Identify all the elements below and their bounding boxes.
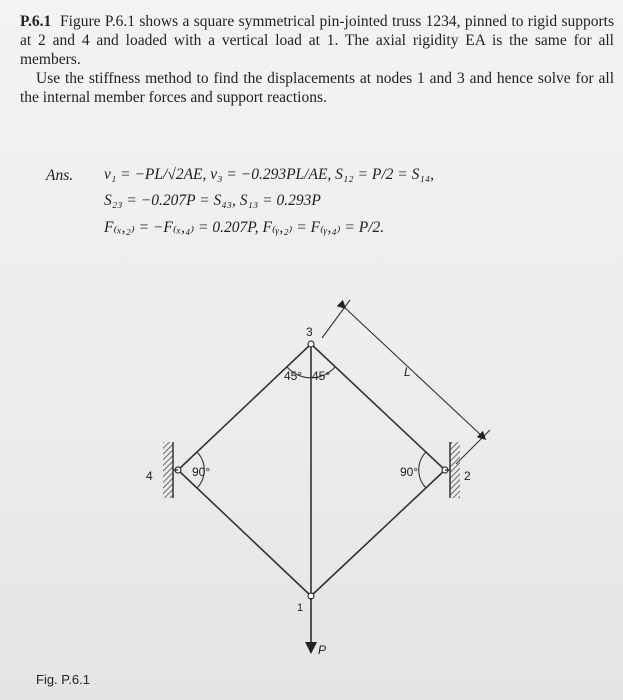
answer-line-2: S₂₃ = −0.207P = S₄₃, S₁₃ = 0.293P: [104, 192, 321, 209]
problem-number: P.6.1: [20, 13, 52, 30]
label-node-4: 4: [146, 469, 153, 483]
wall-hatch-left: [163, 442, 173, 498]
label-node-1: 1: [297, 602, 304, 614]
member-2-1: [311, 470, 445, 596]
label-angle-node4: 90°: [192, 465, 211, 479]
problem-paragraph-2: Use the stiffness method to find the displacements at nodes 1 and 3 and hence solve for all the internal member forces and support reactions.: [20, 70, 614, 106]
figure-caption: Fig. P.6.1: [36, 672, 90, 687]
dimension-L: [322, 300, 490, 464]
support-node-2: [445, 442, 460, 498]
label-node-3: 3: [306, 325, 313, 339]
label-load: P: [318, 643, 327, 657]
wall-hatch-right: [450, 442, 460, 498]
member-4-1: [178, 470, 311, 596]
label-length: L: [404, 365, 411, 379]
label-angle-top-right: 45°: [312, 369, 331, 383]
label-angle-node2: 90°: [400, 465, 419, 479]
support-node-4: [163, 442, 178, 498]
node-3-pin: [308, 341, 314, 347]
arc-node2: [419, 452, 426, 488]
answer-label: Ans.: [46, 167, 74, 184]
member-3-4: [178, 344, 311, 470]
label-angle-top-left: 45°: [284, 369, 303, 383]
member-3-2: [311, 344, 445, 470]
problem-text-1: Figure P.6.1 shows a square symmetrical pin-jointed truss 1234, pinned to rigid supports at 2 and 4 and loaded with a vertical load at 1. The axial rigidity EA is the same for all members.: [20, 13, 614, 68]
answer-line-3: F₍ₓ,₂₎ = −F₍ₓ,₄₎ = 0.207P, F₍ᵧ,₂₎ = F₍ᵧ,₄₎ = P/2.: [104, 219, 385, 236]
answer-line-1: v₁ = −PL/√2AE, v₃ = −0.293PL/AE, S₁₂ = P/2 = S₁₄,: [104, 166, 435, 183]
label-node-2: 2: [464, 469, 471, 483]
